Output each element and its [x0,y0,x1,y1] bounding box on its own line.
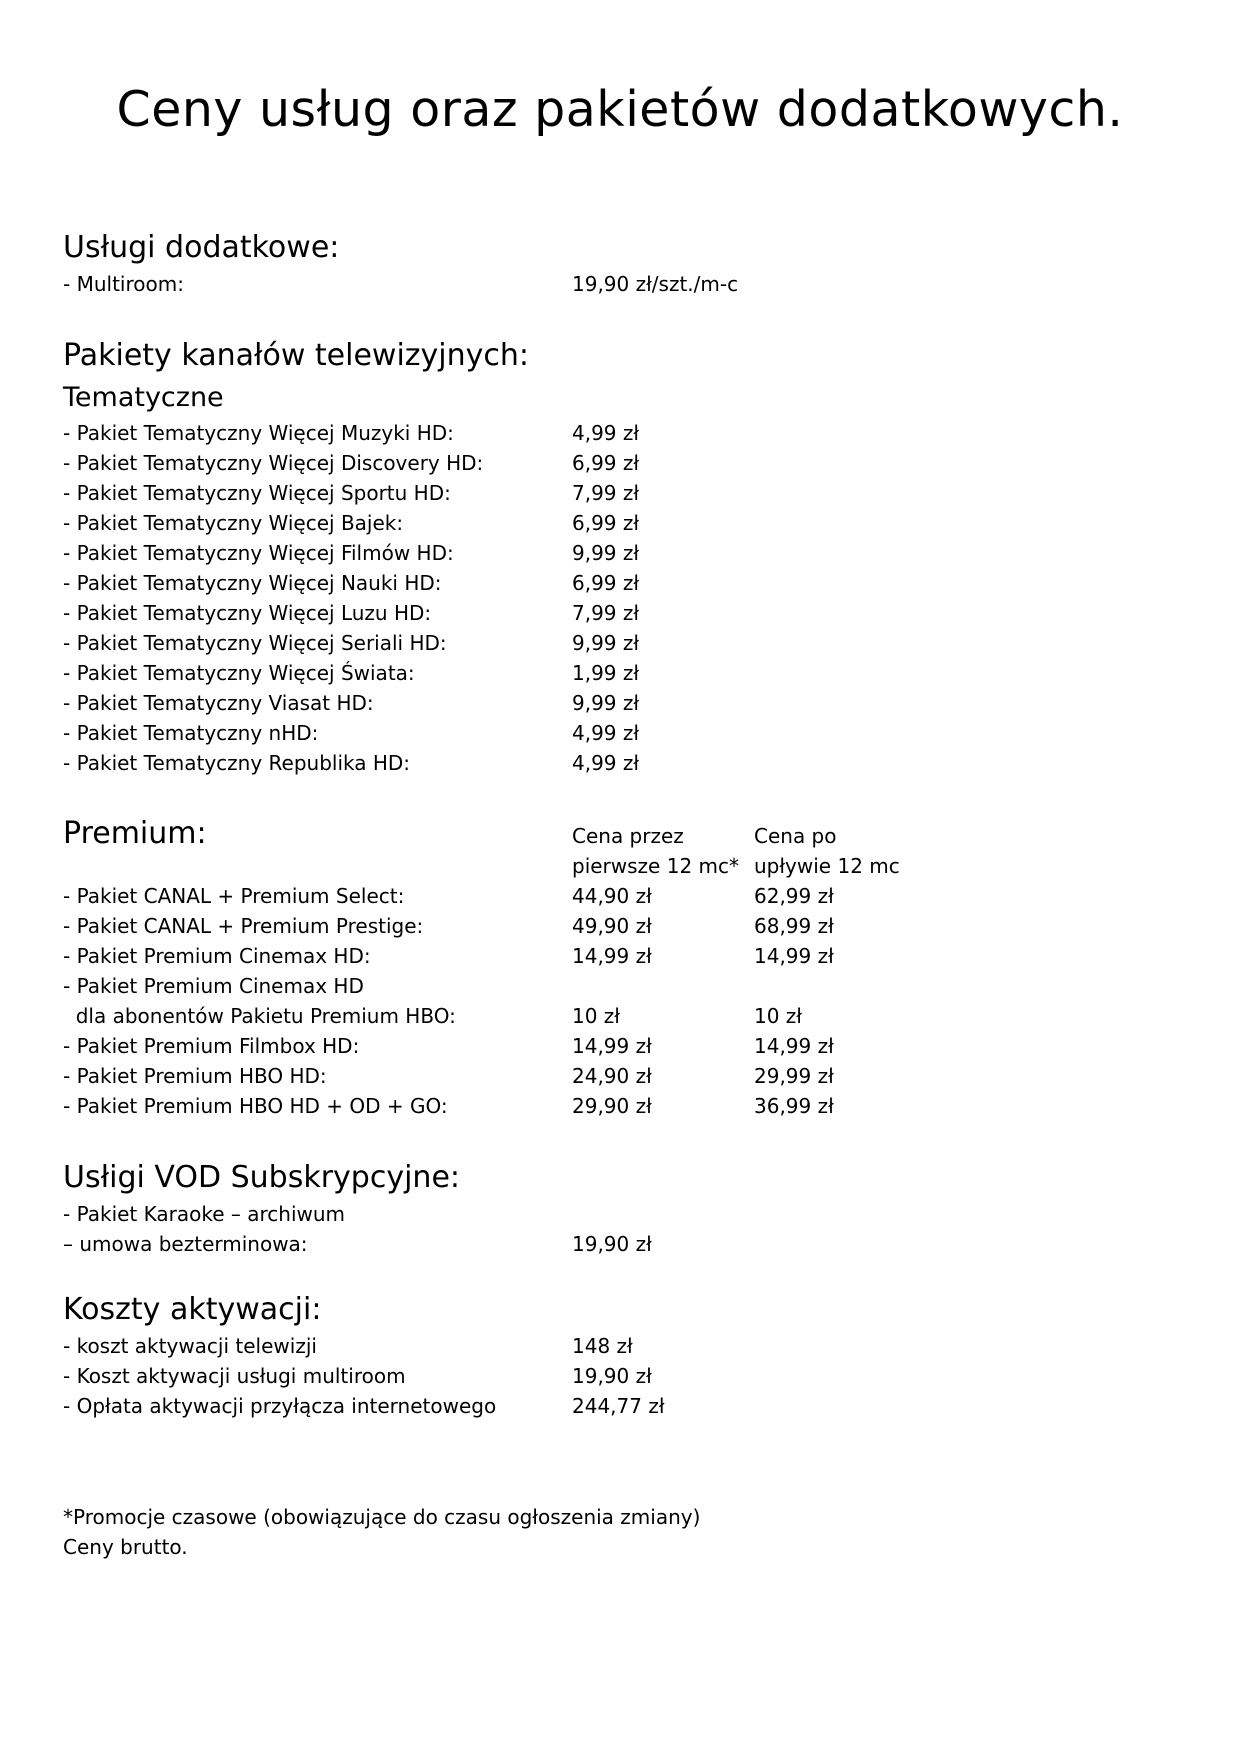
premium-col2-header-line2: upływie 12 mc [754,854,900,878]
row-label: - Opłata aktywacji przyłącza internetowego [63,1394,497,1418]
row-label: - Multiroom: [63,272,184,296]
footnote: *Promocje czasowe (obowiązujące do czasu ogłoszenia zmiany) [63,1505,701,1529]
price-row [0,598,1240,628]
row-label: - Pakiet Premium Cinemax HD [63,974,364,998]
row-price-first-12: 24,90 zł [572,1064,652,1088]
row-label: - Koszt aktywacji usługi multiroom [63,1364,406,1388]
price-row [0,1391,1240,1421]
vod-heading: Usłigi VOD Subskrypcyjne: [63,1160,461,1195]
price-row [0,971,1240,1001]
price-row [0,1001,1240,1031]
row-price: 7,99 zł [572,481,640,505]
row-price: 7,99 zł [572,601,640,625]
row-label: - Pakiet Premium HBO HD + OD + GO: [63,1094,448,1118]
row-label: - Pakiet Tematyczny Więcej Bajek: [63,511,404,535]
row-label: - Pakiet CANAL + Premium Select: [63,884,405,908]
price-row [0,881,1240,911]
row-label: - Pakiet Karaoke – archiwum [63,1202,346,1226]
row-price-after-12: 10 zł [754,1004,802,1028]
row-label: dla abonentów Pakietu Premium HBO: [63,1004,456,1028]
page-title: Ceny usług oraz pakietów dodatkowych. [116,81,1124,138]
price-row [0,448,1240,478]
price-row [0,941,1240,971]
row-price: 244,77 zł [572,1394,665,1418]
row-label: - koszt aktywacji telewizji [63,1334,317,1358]
price-row [0,1031,1240,1061]
price-row [0,1361,1240,1391]
tematyczne-heading: Tematyczne [63,382,224,413]
row-label: - Pakiet Tematyczny Więcej Świata: [63,661,415,685]
price-row [0,718,1240,748]
row-label: - Pakiet Tematyczny Viasat HD: [63,691,374,715]
row-label: - Pakiet Tematyczny Więcej Nauki HD: [63,571,442,595]
aktywacja-heading: Koszty aktywacji: [63,1292,322,1327]
price-row [0,748,1240,778]
price-row [0,688,1240,718]
row-price: 6,99 zł [572,511,640,535]
price-row [0,478,1240,508]
row-price: 148 zł [572,1334,633,1358]
premium-col2-header-line1: Cena po [754,824,837,848]
price-row [0,269,1240,299]
price-row [0,658,1240,688]
row-price: 9,99 zł [572,691,640,715]
row-price-after-12: 14,99 zł [754,1034,834,1058]
premium-heading: Premium: [63,816,207,851]
row-price-after-12: 29,99 zł [754,1064,834,1088]
row-price: 4,99 zł [572,421,640,445]
row-price: 4,99 zł [572,721,640,745]
row-price-first-12: 44,90 zł [572,884,652,908]
price-row [0,418,1240,448]
row-label: - Pakiet Tematyczny Republika HD: [63,751,411,775]
row-price-after-12: 14,99 zł [754,944,834,968]
row-price: 6,99 zł [572,451,640,475]
row-price-first-12: 10 zł [572,1004,620,1028]
row-label: - Pakiet Premium Filmbox HD: [63,1034,360,1058]
row-price-after-12: 62,99 zł [754,884,834,908]
row-label: - Pakiet Premium HBO HD: [63,1064,327,1088]
row-price: 4,99 zł [572,751,640,775]
row-label: - Pakiet Tematyczny Więcej Muzyki HD: [63,421,454,445]
price-row [0,1331,1240,1361]
row-price: 19,90 zł [572,1232,652,1256]
row-price: 9,99 zł [572,541,640,565]
row-price: 19,90 zł [572,1364,652,1388]
row-label: - Pakiet Tematyczny Więcej Discovery HD: [63,451,484,475]
row-label: - Pakiet CANAL + Premium Prestige: [63,914,424,938]
row-price-after-12: 68,99 zł [754,914,834,938]
uslugi-heading: Usługi dodatkowe: [63,230,340,265]
row-price-first-12: 49,90 zł [572,914,652,938]
price-row [0,508,1240,538]
row-label: - Pakiet Tematyczny nHD: [63,721,319,745]
price-row [0,1091,1240,1121]
footer-note: Ceny brutto. [63,1535,188,1559]
price-row [0,1061,1240,1091]
row-label: - Pakiet Premium Cinemax HD: [63,944,371,968]
row-price: 6,99 zł [572,571,640,595]
price-row [0,628,1240,658]
row-label: – umowa bezterminowa: [63,1232,308,1256]
row-label: - Pakiet Tematyczny Więcej Sportu HD: [63,481,451,505]
premium-col1-header-line1: Cena przez [572,824,684,848]
row-price: 19,90 zł/szt./m-c [572,272,739,296]
price-row [0,568,1240,598]
price-row [0,1199,1240,1229]
price-row [0,1229,1240,1259]
pakiety-heading: Pakiety kanałów telewizyjnych: [63,338,530,373]
row-price-first-12: 29,90 zł [572,1094,652,1118]
premium-col1-header-line2: pierwsze 12 mc* [572,854,740,878]
row-label: - Pakiet Tematyczny Więcej Filmów HD: [63,541,454,565]
price-row [0,911,1240,941]
row-price-after-12: 36,99 zł [754,1094,834,1118]
row-label: - Pakiet Tematyczny Więcej Luzu HD: [63,601,432,625]
price-row [0,538,1240,568]
row-price: 9,99 zł [572,631,640,655]
row-label: - Pakiet Tematyczny Więcej Seriali HD: [63,631,447,655]
row-price-first-12: 14,99 zł [572,1034,652,1058]
row-price-first-12: 14,99 zł [572,944,652,968]
row-price: 1,99 zł [572,661,640,685]
